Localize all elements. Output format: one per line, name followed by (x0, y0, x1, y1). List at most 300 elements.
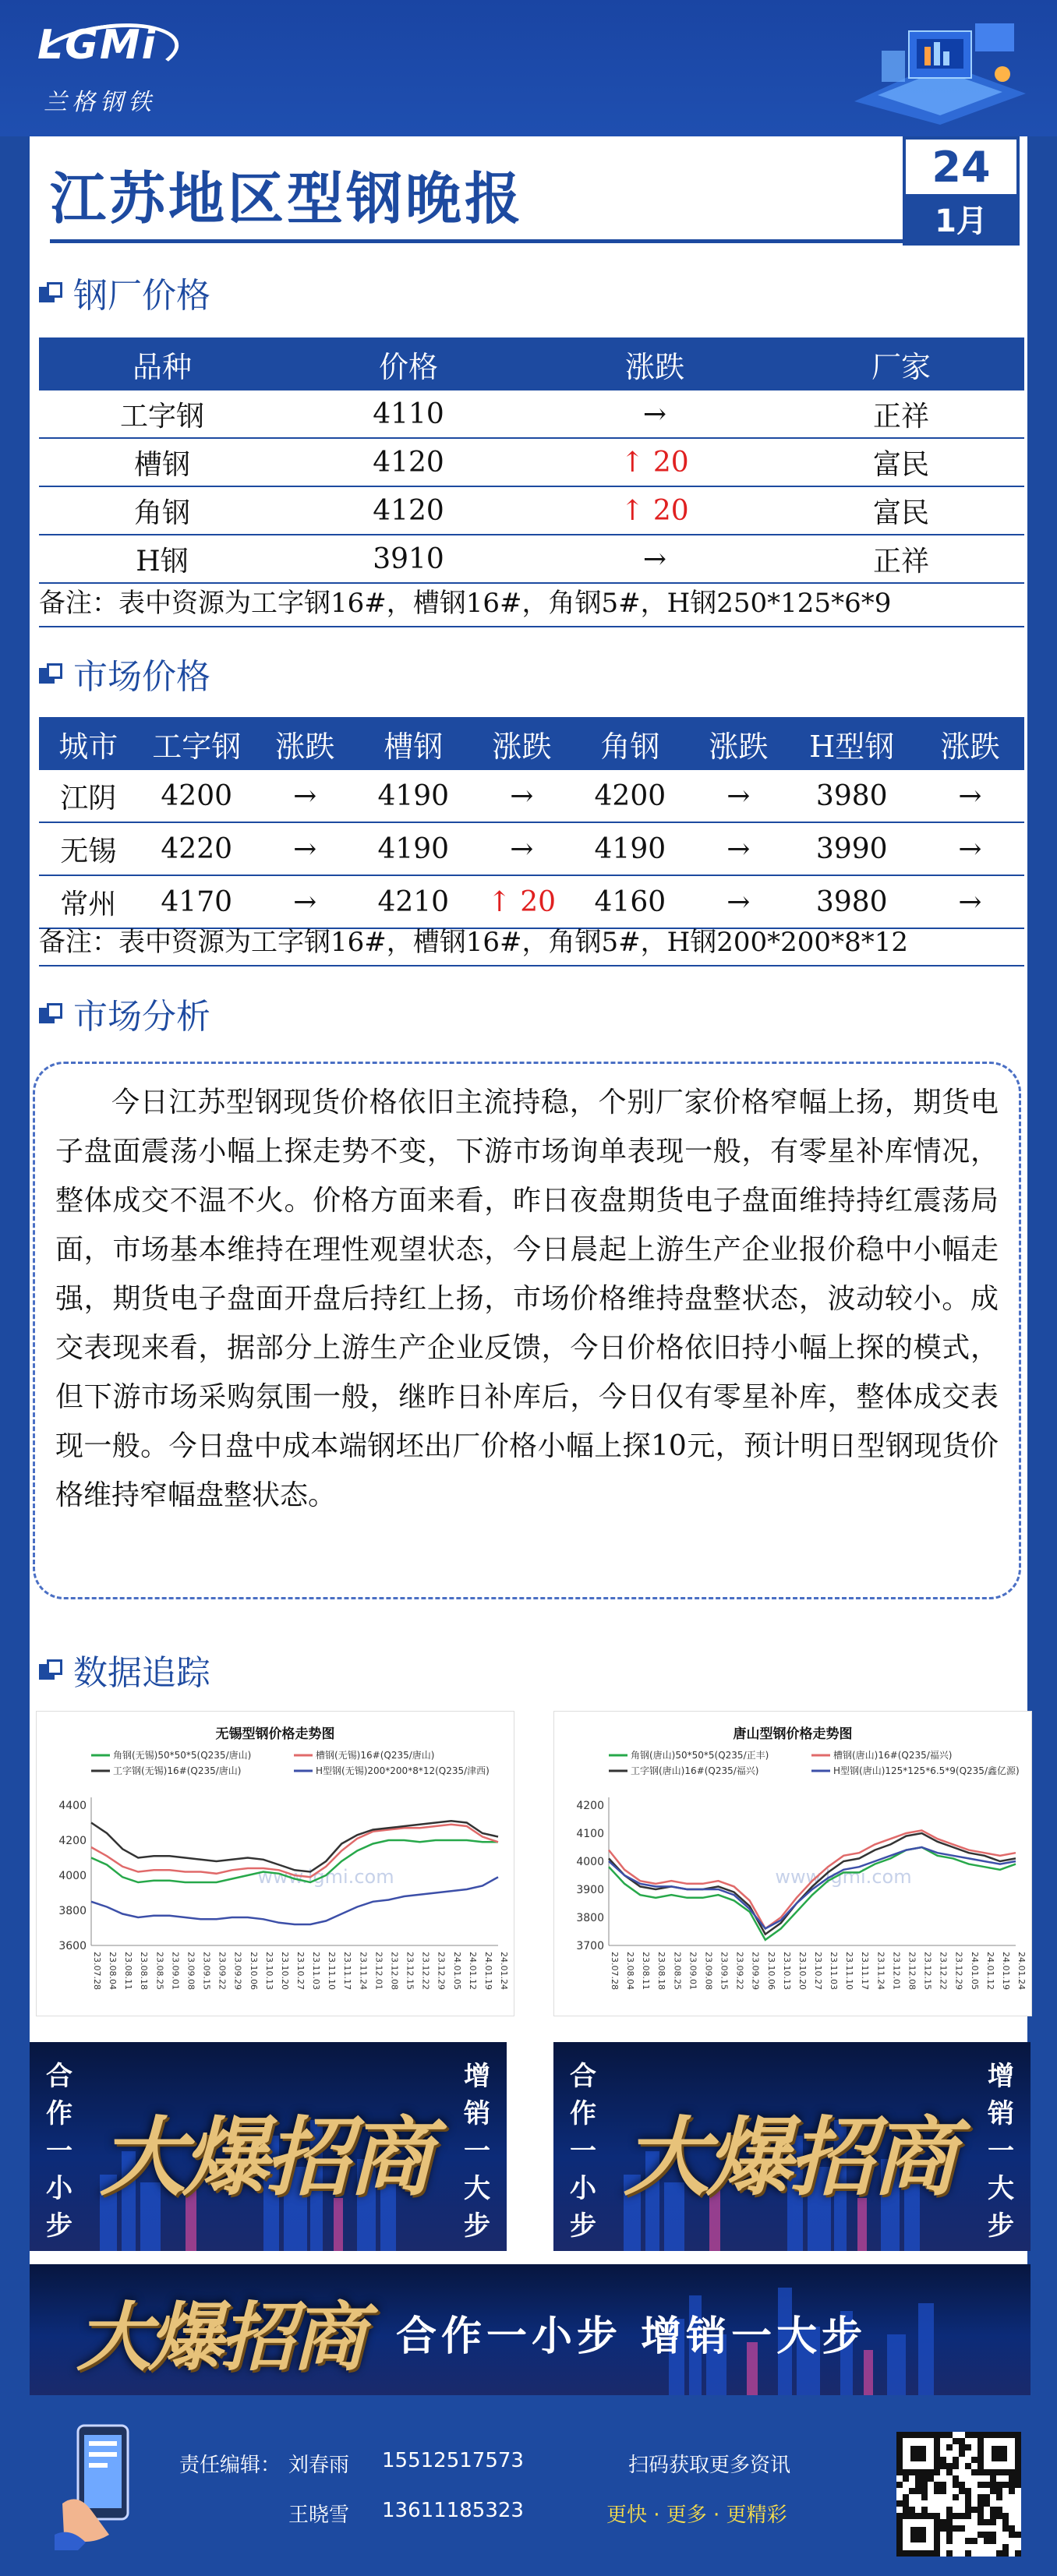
qr-module (946, 2519, 953, 2525)
x-tick-label: 23.09.08 (186, 1952, 196, 1990)
x-tick-label: 23.08.18 (139, 1952, 150, 1990)
qr-module (990, 2507, 996, 2513)
editor-phone[interactable]: 15512517573 (382, 2449, 524, 2472)
section-title: 数据追踪 (73, 1653, 210, 1693)
qr-module (965, 2488, 971, 2494)
x-tick-label: 23.10.27 (813, 1952, 823, 1990)
analysis-text: 今日江苏型钢现货价格依旧主流持稳，个别厂家价格窄幅上扬，期货电子盘面震荡小幅上探走势不变，下游市场询单表现一般，有零星补库情况，整体成交不温不火。价格方面来看，昨日夜盘期货电子盘面维持持红震荡局面，市场基本维持在理性观望状态，今日晨起上游生产企业报价稳中小幅走强，期货电子盘面开盘后持红上扬，市场价格维持盘整状态，波动较小。成交表现来看，据部分上游生产企业反馈，今日价格依旧持小幅上探的模式，但下游市场采购氛围一般，继昨日补库后，今日仅有零星补库，整体成交表现一般。今日盘中成本端钢坯出厂价格小幅上探10元，预计明日型钢现货价格维持窄幅盘整状态。 (55, 1087, 999, 1511)
title-underline (50, 239, 931, 243)
qr-module (959, 2482, 965, 2488)
qr-module (984, 2494, 990, 2500)
change-cell: → (532, 390, 778, 438)
qr-module (959, 2488, 965, 2494)
qr-module (953, 2463, 959, 2469)
h-chg-cell: → (916, 875, 1024, 928)
qr-module (996, 2513, 1002, 2519)
section-title: 市场分析 (73, 997, 210, 1037)
banner-big-text: 大爆招商 (76, 2293, 363, 2381)
qr-module (965, 2432, 971, 2438)
section-header-tracking (39, 1646, 210, 1693)
qr-module (934, 2482, 940, 2488)
x-tick-label: 23.12.01 (891, 1952, 902, 1990)
qr-module (903, 2494, 909, 2500)
x-tick-label: 24.01.24 (1016, 1952, 1027, 1990)
qr-module (946, 2525, 953, 2532)
x-tick-label: 23.11.10 (844, 1952, 855, 1990)
qr-module (1009, 2482, 1015, 2488)
price-cell: 4120 (285, 486, 532, 535)
logo-text: LGMi (37, 22, 157, 69)
i-beam-cell: 4220 (137, 822, 256, 875)
qr-module (953, 2482, 959, 2488)
qr-module (903, 2475, 909, 2482)
x-tick-label: 23.12.08 (907, 1952, 917, 1990)
chart-tangshan (553, 1711, 1032, 2016)
qr-module (990, 2475, 996, 2482)
table-row (39, 438, 1024, 486)
y-tick-label: 4200 (58, 1835, 87, 1847)
analysis-box (33, 1062, 1021, 1599)
qr-module (959, 2513, 965, 2519)
column-header: 涨跌 (916, 717, 1024, 770)
channel-cell: 4190 (354, 770, 472, 822)
promo-banner-right[interactable] (553, 2042, 1030, 2251)
qr-module (965, 2538, 971, 2544)
i-chg-cell: → (256, 770, 354, 822)
y-tick-label: 4000 (576, 1856, 604, 1868)
x-tick-label: 23.09.29 (750, 1952, 761, 1990)
h-chg-cell: → (916, 770, 1024, 822)
i-chg-cell: → (256, 875, 354, 928)
qr-module (990, 2482, 996, 2488)
qr-module (977, 2507, 984, 2513)
editor-phone[interactable]: 13611185323 (382, 2499, 524, 2522)
qr-module (909, 2488, 915, 2494)
channel-cell: 4190 (354, 822, 472, 875)
qr-finder-core (910, 2446, 926, 2461)
qr-module (915, 2475, 921, 2482)
editor-label: 责任编辑： (179, 2454, 281, 2477)
section-square-icon (39, 1659, 59, 1680)
x-tick-label: 23.10.20 (279, 1952, 290, 1990)
footer (0, 2401, 1057, 2576)
mill-price-table (39, 337, 1024, 584)
city-cell: 常州 (39, 875, 137, 928)
qr-module (996, 2488, 1002, 2494)
chart-watermark: www.lgmi.com (775, 1866, 912, 1888)
qr-module (953, 2438, 959, 2444)
chart-wuxi (36, 1711, 514, 2016)
column-header: 涨跌 (256, 717, 354, 770)
qr-module (971, 2432, 977, 2438)
chart-title: 唐山型钢价格走势图 (733, 1726, 853, 1742)
column-header: 价格 (285, 337, 532, 390)
x-tick-label: 23.09.22 (217, 1952, 228, 1990)
qr-module (909, 2507, 915, 2513)
x-tick-label: 23.07.28 (610, 1952, 620, 1990)
qr-module (921, 2507, 928, 2513)
x-tick-label: 23.10.20 (797, 1952, 808, 1990)
qr-module (934, 2488, 940, 2494)
qr-module (915, 2488, 921, 2494)
table-row (39, 535, 1024, 583)
qr-module (896, 2482, 903, 2488)
qr-module (946, 2507, 953, 2513)
qr-finder-core (992, 2446, 1007, 2461)
qr-module (971, 2538, 977, 2544)
qr-module (940, 2432, 946, 2438)
i-beam-cell: 4200 (137, 770, 256, 822)
x-tick-label: 23.09.22 (734, 1952, 745, 1990)
y-tick-label: 4100 (576, 1828, 604, 1840)
x-tick-label: 23.11.03 (311, 1952, 322, 1990)
angle-cell: 4190 (571, 822, 690, 875)
qr-module (946, 2550, 953, 2557)
column-header: 涨跌 (689, 717, 787, 770)
h-beam-cell: 3990 (788, 822, 916, 875)
banner-big-text: 大爆招商 (100, 2107, 430, 2207)
qr-module (921, 2482, 928, 2488)
y-tick-label: 3800 (58, 1905, 87, 1917)
date-box (903, 136, 1020, 246)
x-tick-label: 23.08.04 (625, 1952, 636, 1990)
x-tick-label: 23.11.24 (358, 1952, 369, 1990)
qr-module (928, 2475, 934, 2482)
qr-module (996, 2494, 1002, 2500)
qr-module (946, 2444, 953, 2451)
logo-cn-text: 兰格钢铁 (44, 89, 156, 116)
x-tick-label: 23.12.22 (420, 1952, 431, 1990)
c-chg-cell: → (472, 770, 571, 822)
market-price-note: 备注：表中资源为工字钢16#，槽钢16#，角钢5#，H钢200*200*8*12 (39, 920, 1024, 966)
qr-module (959, 2438, 965, 2444)
qr-module (953, 2525, 959, 2532)
table-row (39, 822, 1024, 875)
angle-cell: 4160 (571, 875, 690, 928)
qr-module (1002, 2550, 1009, 2557)
banner-big-text: 大爆招商 (624, 2107, 954, 2207)
qr-module (953, 2475, 959, 2482)
series-line (91, 1821, 498, 1871)
market-price-table (39, 717, 1024, 929)
qr-module (984, 2519, 990, 2525)
column-header: 工字钢 (137, 717, 256, 770)
x-tick-label: 24.01.05 (451, 1952, 462, 1990)
legend-entry: H型钢(唐山)125*125*6.5*9(Q235/鑫亿源) (833, 1765, 1020, 1776)
qr-module (1009, 2475, 1015, 2482)
table-row (39, 390, 1024, 438)
qr-module (1002, 2519, 1009, 2525)
chart-watermark: www.lgmi.com (257, 1866, 394, 1888)
qr-module (984, 2532, 990, 2538)
qr-module (946, 2463, 953, 2469)
x-tick-label: 23.12.29 (436, 1952, 447, 1990)
qr-module (940, 2488, 946, 2494)
qr-module (946, 2432, 953, 2438)
x-tick-label: 23.10.27 (295, 1952, 306, 1990)
qr-module (965, 2444, 971, 2451)
x-tick-label: 23.12.22 (938, 1952, 949, 1990)
x-tick-label: 23.10.13 (781, 1952, 792, 1990)
price-cell: 3910 (285, 535, 532, 583)
qr-module (996, 2482, 1002, 2488)
qr-module (953, 2457, 959, 2463)
qr-module (996, 2507, 1002, 2513)
x-tick-label: 23.09.08 (703, 1952, 714, 1990)
qr-module (977, 2494, 984, 2500)
qr-module (953, 2513, 959, 2519)
qr-module (940, 2482, 946, 2488)
qr-module (977, 2519, 984, 2525)
qr-module (959, 2451, 965, 2457)
y-tick-label: 4400 (58, 1800, 87, 1812)
x-tick-label: 23.10.06 (765, 1952, 776, 1990)
legend-entry: 工字钢(唐山)16#(Q235/福兴) (631, 1765, 759, 1776)
qr-module (977, 2532, 984, 2538)
column-header: H型钢 (788, 717, 916, 770)
a-chg-cell: → (689, 875, 787, 928)
qr-module (940, 2457, 946, 2463)
qr-module (965, 2513, 971, 2519)
qr-module (971, 2469, 977, 2475)
banner-left-side-text: 合作一小步 (46, 2061, 72, 2242)
promo-banner-wide[interactable] (30, 2264, 1030, 2395)
qr-module (984, 2538, 990, 2544)
x-tick-label: 23.09.15 (201, 1952, 212, 1990)
qr-code-icon[interactable] (896, 2432, 1021, 2557)
qr-module (977, 2482, 984, 2488)
x-tick-label: 23.09.15 (719, 1952, 730, 1990)
x-tick-label: 24.01.05 (969, 1952, 980, 1990)
qr-module (915, 2482, 921, 2488)
chart-title: 无锡型钢价格走势图 (215, 1726, 335, 1742)
x-tick-label: 23.09.01 (688, 1952, 698, 1990)
tech-decoration-icon (808, 8, 1041, 125)
y-tick-label: 3900 (576, 1884, 604, 1896)
qr-module (946, 2469, 953, 2475)
banner-right-side-text: 增销一大步 (988, 2061, 1014, 2242)
h-beam-cell: 3980 (788, 770, 916, 822)
qr-module (965, 2507, 971, 2513)
maker-cell: 富民 (778, 438, 1024, 486)
y-tick-label: 3700 (576, 1940, 604, 1952)
date-day: 24 (903, 136, 1020, 197)
c-chg-cell: ↑ 20 (472, 875, 571, 928)
qr-subtitle: 更快 · 更多 · 更精彩 (606, 2504, 787, 2527)
x-tick-label: 23.08.11 (641, 1952, 652, 1990)
page-title: 江苏地区型钢晚报 (50, 166, 525, 231)
legend-entry: 工字钢(无锡)16#(Q235/唐山) (113, 1765, 242, 1776)
legend-entry: 角钢(唐山)50*50*5(Q235/正丰) (631, 1750, 769, 1761)
qr-module (1015, 2532, 1021, 2538)
x-tick-label: 23.07.28 (92, 1952, 102, 1990)
y-tick-label: 4000 (58, 1870, 87, 1882)
editor-name: 王晓雪 (288, 2504, 350, 2527)
chart-svg (37, 1712, 514, 2016)
qr-module (959, 2444, 965, 2451)
price-cell: 4110 (285, 390, 532, 438)
qr-module (971, 2457, 977, 2463)
qr-module (1009, 2525, 1015, 2532)
section-header-analysis (39, 990, 210, 1037)
mill-price-note: 备注：表中资源为工字钢16#，槽钢16#，角钢5#，H钢250*125*6*9 (39, 581, 1024, 627)
i-beam-cell: 4170 (137, 875, 256, 928)
maker-cell: 正祥 (778, 535, 1024, 583)
x-tick-label: 23.12.15 (405, 1952, 415, 1990)
change-cell: → (532, 535, 778, 583)
column-header: 涨跌 (532, 337, 778, 390)
qr-module (953, 2494, 959, 2500)
column-header: 厂家 (778, 337, 1024, 390)
qr-module (940, 2525, 946, 2532)
legend-entry: 角钢(无锡)50*50*5(Q235/唐山) (113, 1750, 252, 1761)
product-cell: 槽钢 (39, 438, 285, 486)
x-tick-label: 24.01.12 (467, 1952, 478, 1990)
qr-module (990, 2519, 996, 2525)
qr-module (946, 2532, 953, 2538)
x-tick-label: 23.12.29 (953, 1952, 964, 1990)
x-tick-label: 23.08.25 (672, 1952, 683, 1990)
x-tick-label: 23.11.03 (829, 1952, 840, 1990)
qr-module (990, 2532, 996, 2538)
y-tick-label: 4200 (576, 1800, 604, 1812)
qr-module (965, 2463, 971, 2469)
x-tick-label: 24.01.19 (1000, 1952, 1011, 1990)
table-header-row (39, 337, 1024, 390)
banner-slogan: 合作一小步 增销一大步 (396, 2313, 868, 2360)
city-cell: 江阴 (39, 770, 137, 822)
qr-module (971, 2507, 977, 2513)
x-tick-label: 23.08.25 (154, 1952, 165, 1990)
banner-left-side-text: 合作一小步 (570, 2061, 596, 2242)
qr-module (984, 2482, 990, 2488)
qr-module (1009, 2532, 1015, 2538)
x-tick-label: 23.08.11 (123, 1952, 134, 1990)
h-chg-cell: → (916, 822, 1024, 875)
x-tick-label: 24.01.19 (483, 1952, 493, 1990)
product-cell: 工字钢 (39, 390, 285, 438)
maker-cell: 正祥 (778, 390, 1024, 438)
h-beam-cell: 3980 (788, 875, 916, 928)
x-tick-label: 23.12.15 (922, 1952, 933, 1990)
qr-module (921, 2475, 928, 2482)
change-cell: ↑ 20 (532, 438, 778, 486)
qr-module (965, 2550, 971, 2557)
x-tick-label: 23.11.24 (875, 1952, 886, 1990)
city-cell: 无锡 (39, 822, 137, 875)
channel-cell: 4210 (354, 875, 472, 928)
section-title: 市场价格 (73, 657, 210, 697)
x-tick-label: 24.01.24 (499, 1952, 509, 1990)
chart-svg (554, 1712, 1031, 2016)
c-chg-cell: → (472, 822, 571, 875)
qr-module (1009, 2488, 1015, 2494)
legend-entry: 槽钢(唐山)16#(Q235/福兴) (833, 1750, 953, 1761)
section-header-mill-price (39, 269, 210, 316)
top-header-band (0, 0, 1057, 136)
qr-finder-core (910, 2527, 926, 2542)
qr-module (903, 2500, 909, 2507)
product-cell: H钢 (39, 535, 285, 583)
x-tick-label: 23.09.01 (170, 1952, 181, 1990)
company-logo (37, 22, 170, 116)
qr-module (921, 2494, 928, 2500)
qr-module (965, 2494, 971, 2500)
x-tick-label: 23.12.08 (389, 1952, 400, 1990)
table-row (39, 770, 1024, 822)
qr-module (984, 2500, 990, 2507)
qr-module (896, 2500, 903, 2507)
qr-module (990, 2513, 996, 2519)
x-tick-label: 23.09.29 (232, 1952, 243, 1990)
qr-module (1002, 2513, 1009, 2519)
section-square-icon (39, 1003, 59, 1023)
section-square-icon (39, 663, 59, 684)
column-header: 城市 (39, 717, 137, 770)
section-header-market-price (39, 650, 210, 697)
qr-module (1015, 2550, 1021, 2557)
x-tick-label: 23.12.01 (373, 1952, 384, 1990)
qr-module (1015, 2482, 1021, 2488)
banner-right-side-text: 增销一大步 (464, 2061, 490, 2242)
qr-module (977, 2500, 984, 2507)
qr-module (1002, 2482, 1009, 2488)
y-tick-label: 3800 (576, 1912, 604, 1924)
editor-name: 刘春雨 (288, 2454, 350, 2477)
series-line (609, 1847, 1016, 1940)
x-tick-label: 23.11.10 (327, 1952, 338, 1990)
table-row (39, 486, 1024, 535)
qr-module (921, 2488, 928, 2494)
promo-banner-left[interactable] (30, 2042, 507, 2251)
section-square-icon (39, 282, 59, 302)
qr-module (990, 2488, 996, 2494)
angle-cell: 4200 (571, 770, 690, 822)
x-tick-label: 24.01.12 (985, 1952, 995, 1990)
y-tick-label: 3600 (58, 1940, 87, 1952)
column-header: 槽钢 (354, 717, 472, 770)
title-row (30, 136, 1027, 246)
qr-module (1002, 2544, 1009, 2550)
change-cell: ↑ 20 (532, 486, 778, 535)
qr-module (1015, 2475, 1021, 2482)
price-cell: 4120 (285, 438, 532, 486)
qr-module (959, 2525, 965, 2532)
legend-entry: H型钢(无锡)200*200*8*12(Q235/津西) (316, 1765, 490, 1776)
section-title: 钢厂价格 (73, 276, 210, 316)
qr-module (946, 2513, 953, 2519)
qr-module (965, 2500, 971, 2507)
x-tick-label: 23.10.13 (263, 1952, 274, 1990)
legend-entry: 槽钢(无锡)16#(Q235/唐山) (316, 1750, 435, 1761)
x-tick-label: 23.08.18 (656, 1952, 667, 1990)
qr-module (940, 2519, 946, 2525)
date-month: 1月 (903, 197, 1020, 246)
a-chg-cell: → (689, 770, 787, 822)
a-chg-cell: → (689, 822, 787, 875)
qr-module (1002, 2525, 1009, 2532)
table-header-row (39, 717, 1024, 770)
qr-module (940, 2463, 946, 2469)
x-tick-label: 23.08.04 (108, 1952, 118, 1990)
column-header: 涨跌 (472, 717, 571, 770)
maker-cell: 富民 (778, 486, 1024, 535)
qr-title: 扫码获取更多资讯 (628, 2454, 791, 2477)
i-chg-cell: → (256, 822, 354, 875)
qr-module (996, 2550, 1002, 2557)
column-header: 角钢 (571, 717, 690, 770)
x-tick-label: 23.11.17 (342, 1952, 353, 1990)
